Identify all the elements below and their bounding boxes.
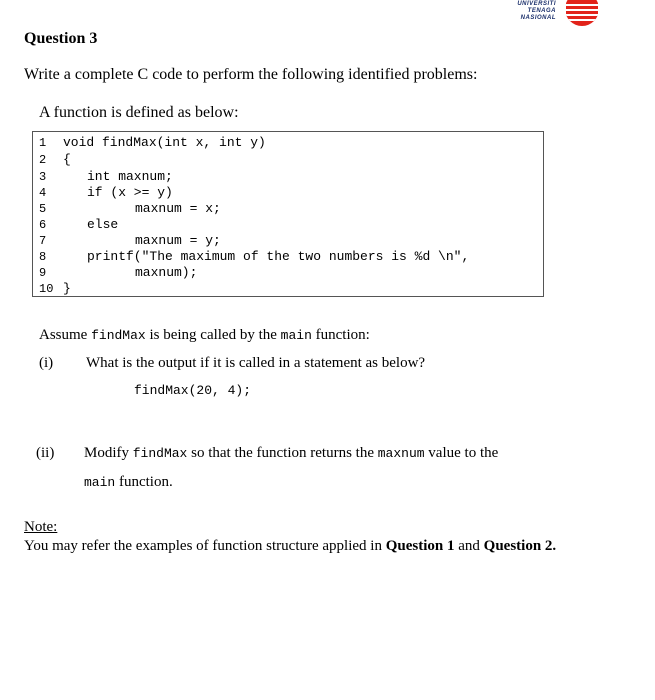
part-ii-middle: so that the function returns the [187,445,378,461]
assume-fn-name: findMax [91,328,146,343]
note-prefix: You may refer the examples of function structure applied in [24,538,386,554]
assume-main-name: main [280,328,312,343]
line-number: 7 [39,234,47,248]
logo-line-3: NASIONAL [520,15,556,21]
code-line: if (x >= y) [87,185,173,200]
code-line: void findMax(int x, int y) [63,135,266,150]
code-line: maxnum = x; [135,201,221,216]
line-number: 6 [39,218,47,232]
part-ii-line-2 [84,474,173,491]
line-number: 2 [39,153,47,167]
assume-statement [39,327,370,344]
code-line: printf("The maximum of the two numbers is %d \n", [87,249,470,264]
logo-text [486,1,556,22]
assume-middle: is being called by the [145,327,281,343]
line-number: 8 [39,250,47,264]
code-listing [32,131,544,297]
line-number: 3 [39,170,47,184]
line-number: 5 [39,202,47,216]
logo-line-2: TENAGA [527,8,556,14]
logo-emblem-icon [566,0,598,28]
line-number: 4 [39,186,47,200]
question-intro: Write a complete C code to perform the following identified problems: [24,66,478,83]
note-q2: Question 2. [483,538,557,554]
line-number: 9 [39,266,47,280]
function-definition-label: A function is defined as below: [39,104,239,121]
line-number: 1 [39,136,47,150]
note-and: and [454,538,484,554]
code-line: { [63,152,71,167]
code-line: else [87,217,119,232]
question-title: Question 3 [24,30,98,47]
part-i-question: What is the output if it is called in a statement as below? [86,355,426,371]
code-line: maxnum); [135,265,198,280]
part-ii-label: (ii) [36,445,55,461]
part-ii-suffix: value to the [424,445,499,461]
code-line: maxnum = y; [135,233,221,248]
part-ii-main-name: main [84,475,116,490]
part-ii-line2-suffix: function. [115,474,173,490]
note-q1: Question 1 [385,538,455,554]
part-ii-fn-name: findMax [132,446,188,461]
code-line: int maxnum; [87,169,173,184]
part-ii-var-name: maxnum [377,446,425,461]
assume-prefix: Assume [39,327,92,343]
part-ii-prefix: Modify [84,445,133,461]
note-label: Note: [24,519,58,535]
part-ii-line-1 [84,445,498,462]
part-i-label: (i) [39,355,54,371]
logo-line-1: UNIVERSITI [517,1,556,7]
line-number: 10 [39,282,54,296]
note-text [24,538,556,555]
code-line: } [63,281,71,296]
assume-suffix: function: [311,327,370,343]
part-i-statement: findMax(20, 4); [134,383,252,398]
